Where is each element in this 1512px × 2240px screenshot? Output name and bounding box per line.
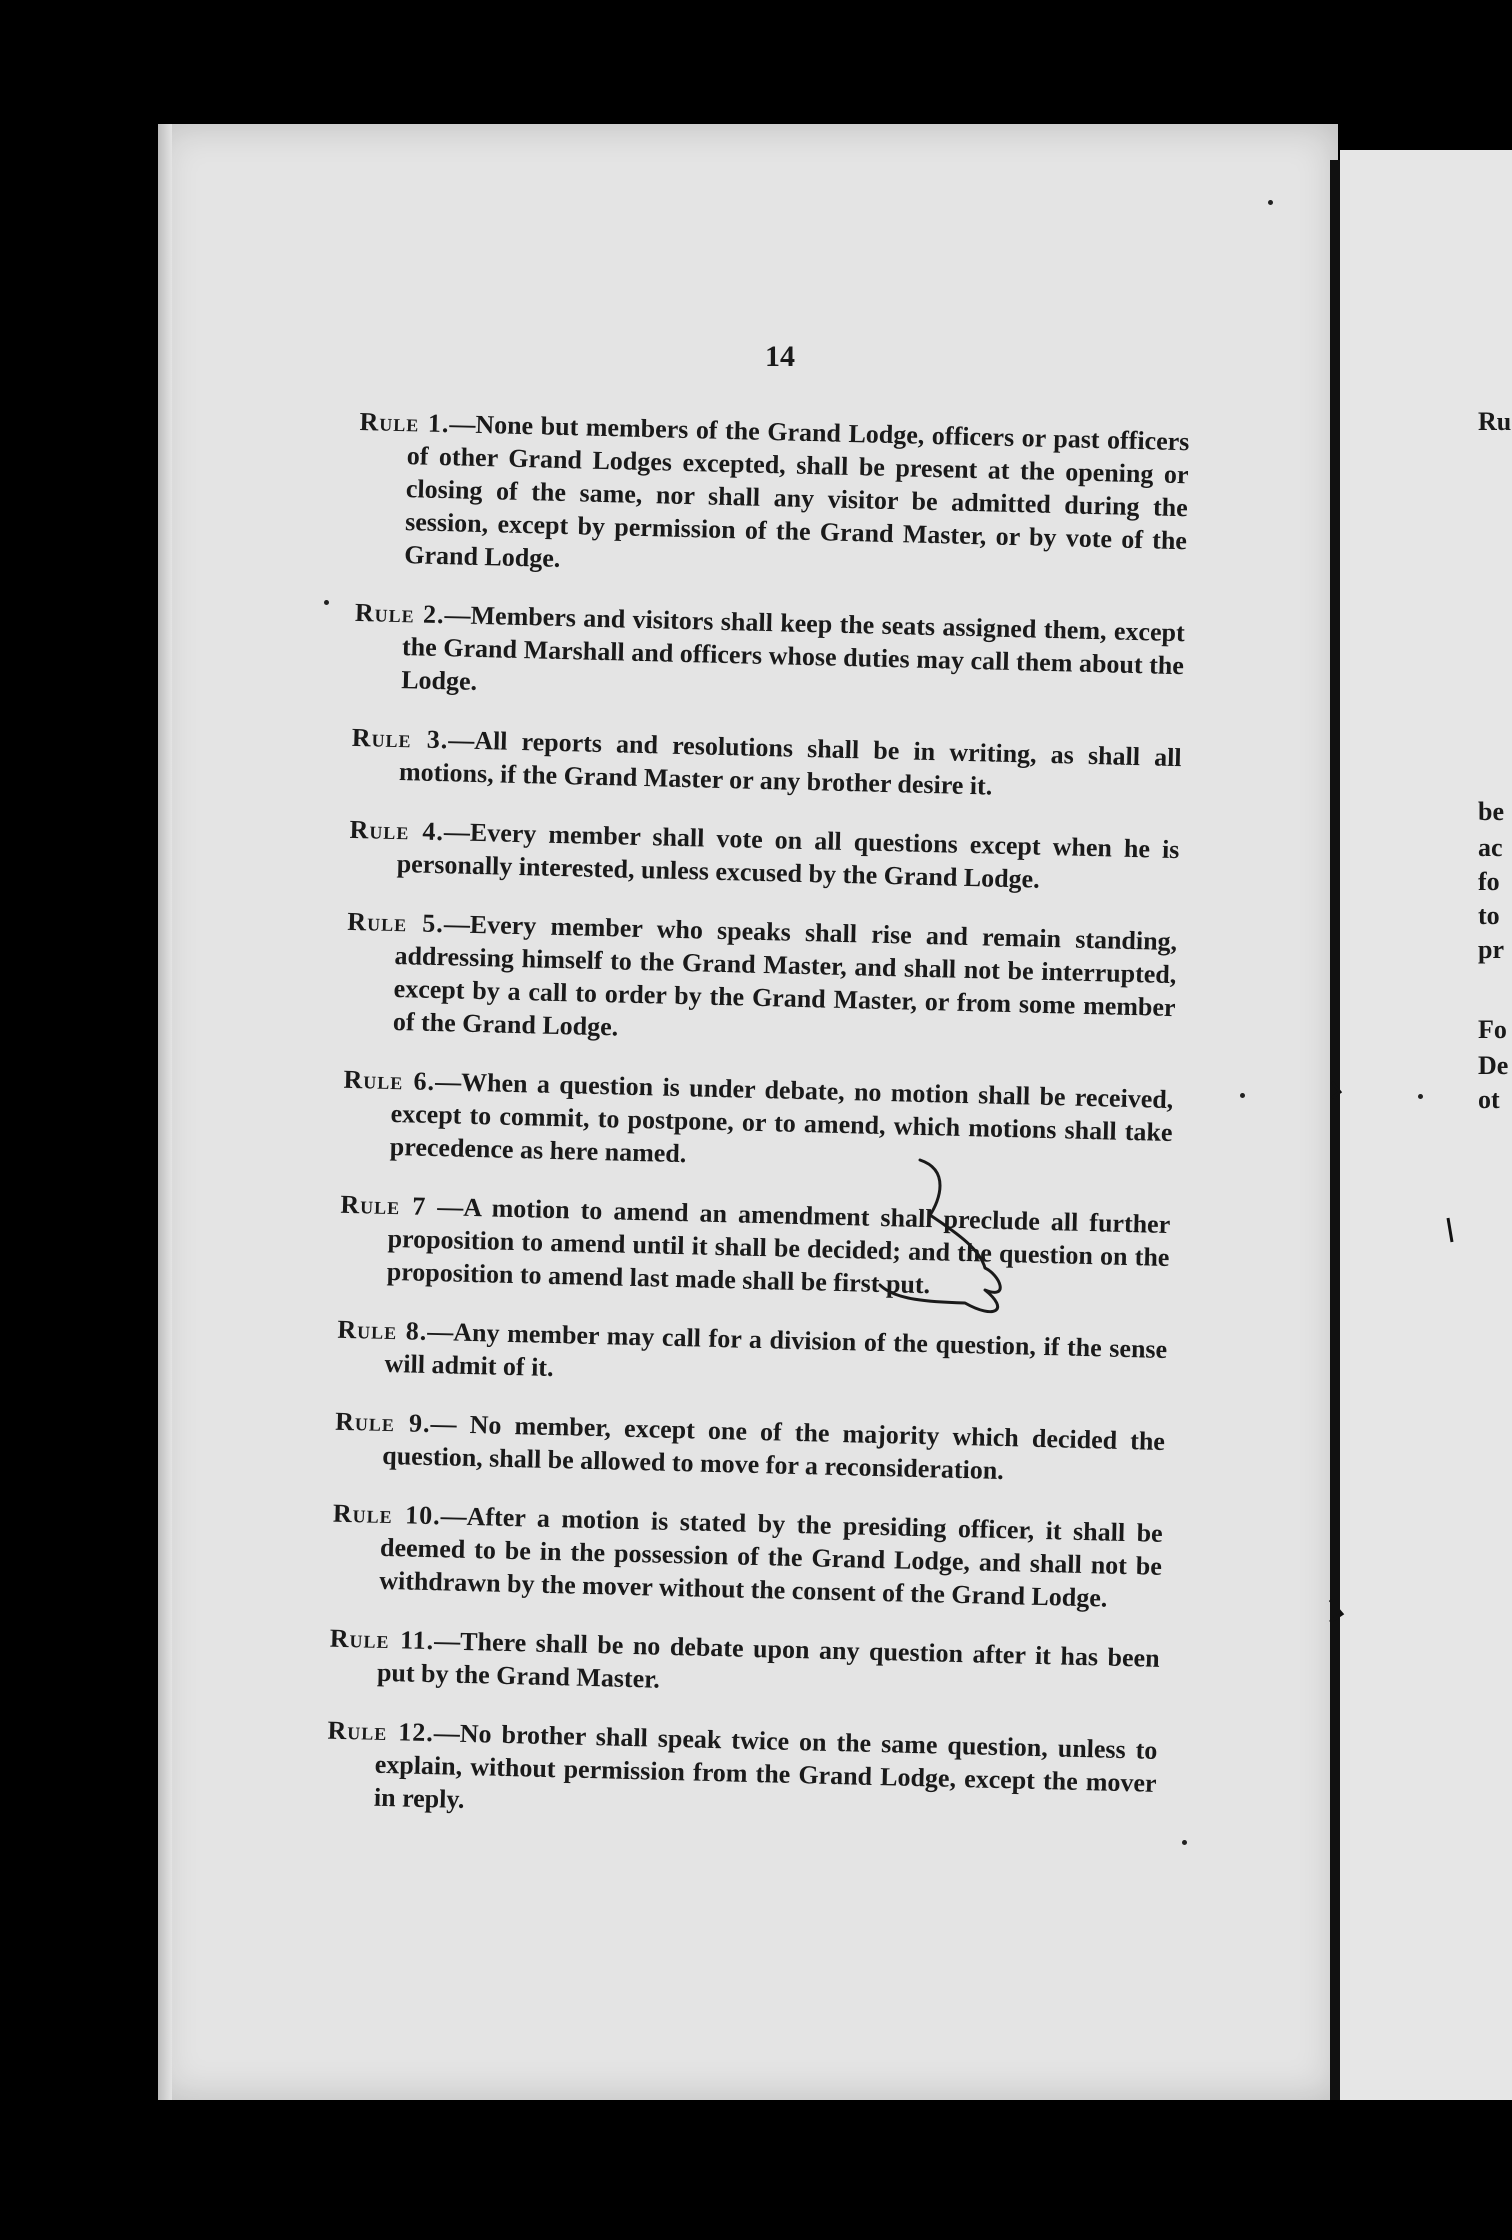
dust-speck bbox=[1418, 1094, 1423, 1099]
rule-7 bbox=[338, 1188, 1170, 1307]
rule-label: Rule 10. bbox=[332, 1498, 442, 1531]
rule-text: —Any member may call for a division of the question, if the sense will admit of it. bbox=[384, 1316, 1168, 1383]
facing-fragment: fo bbox=[1478, 867, 1500, 896]
rule-12 bbox=[326, 1714, 1158, 1833]
facing-fragment: De bbox=[1478, 1051, 1509, 1080]
rule-text: —When a question is under debate, no motion shall be received, except to commit, to postpone, or to amend, which motions shall take precedence as here named. bbox=[389, 1067, 1174, 1169]
rule-label: Rule 6. bbox=[343, 1064, 436, 1097]
dust-speck bbox=[324, 600, 329, 605]
rule-5 bbox=[345, 905, 1178, 1057]
rule-label: Rule 2. bbox=[354, 597, 445, 630]
rule-label: Rule 1. bbox=[359, 406, 450, 439]
rule-label: Rule 4. bbox=[349, 814, 445, 847]
rule-text: —No brother shall speak twice on the same question, unless to explain, without permission from the Grand Lodge, except the mover in reply. bbox=[373, 1718, 1158, 1814]
rule-1 bbox=[356, 405, 1190, 590]
rules-list bbox=[325, 405, 1190, 1859]
rule-label: Rule 9. bbox=[334, 1406, 431, 1439]
rule-11 bbox=[329, 1622, 1160, 1708]
rule-text: —Members and visitors shall keep the seats assigned them, except the Grand Marshall and officers whose duties may call them about the Lodge. bbox=[400, 600, 1186, 696]
rule-label: Rule 8. bbox=[337, 1314, 428, 1346]
rule-text: — No member, except one of the majority which decided the question, shall be allowed to move for a reconsideration. bbox=[381, 1409, 1166, 1486]
rule-text: —After a motion is stated by the presiding officer, it shall be deemed to be in the possession of the Grand Lodge, and shall not be withdrawn by the mover without the consent of the Grand Lodge. bbox=[378, 1501, 1164, 1613]
rule-label: Rule 5. bbox=[347, 906, 445, 939]
facing-fragment: ot bbox=[1478, 1085, 1500, 1114]
facing-fragment: Fo bbox=[1478, 1015, 1507, 1044]
rule-text: —Every member shall vote on all questions except when he is personally interested, unless excused by the Grand Lodge. bbox=[396, 817, 1180, 894]
facing-fragment: ac bbox=[1478, 833, 1503, 862]
rule-8 bbox=[336, 1313, 1167, 1399]
right-page-edge bbox=[1340, 150, 1512, 2100]
dust-speck bbox=[1182, 1840, 1187, 1845]
rule-10 bbox=[331, 1497, 1163, 1616]
dust-speck bbox=[1268, 200, 1273, 205]
rule-2 bbox=[353, 596, 1185, 715]
rule-text: —None but members of the Grand Lodge, officers or past officers of other Grand Lodges excepted, shall be present at the opening or closing of the same, nor shall any visitor be admitted during the session, except by permission of the Grand Master, or by vote of the Grand Lodge. bbox=[404, 409, 1190, 573]
facing-fragment: to bbox=[1478, 901, 1500, 930]
facing-fragment: pr bbox=[1478, 935, 1504, 964]
rule-text: —There shall be no debate upon any question after it has been put by the Grand Master. bbox=[376, 1626, 1160, 1694]
rule-9 bbox=[334, 1405, 1165, 1491]
rule-4 bbox=[348, 813, 1179, 899]
rule-label: Rule 12. bbox=[327, 1715, 435, 1748]
facing-fragment: be bbox=[1478, 797, 1504, 826]
rule-text: —A motion to amend an amendment shall preclude all further proposition to amend until it shall be decided; and the question on the proposition to amend last made shall be first put. bbox=[386, 1191, 1171, 1300]
dust-speck bbox=[1240, 1093, 1245, 1098]
page-gutter bbox=[1330, 160, 1340, 2100]
rule-text: —Every member who speaks shall rise and remain standing, addressing himself to the Grand Master, and shall not be interrupted, except by a call to order by the Grand Master, or from some member of the Grand Lodge. bbox=[392, 909, 1178, 1042]
rule-label: Rule 3. bbox=[351, 722, 449, 755]
page-number: 14 bbox=[765, 340, 795, 373]
rule-label: Rule 11. bbox=[329, 1623, 435, 1656]
rule-6 bbox=[342, 1063, 1174, 1182]
rule-label: Rule 7 bbox=[340, 1189, 427, 1221]
facing-fragment: Ru bbox=[1478, 407, 1512, 436]
rule-3 bbox=[351, 721, 1182, 807]
rule-text: —All reports and resolutions shall be in writing, as shall all motions, if the Grand Master or any brother desire it. bbox=[398, 725, 1182, 801]
